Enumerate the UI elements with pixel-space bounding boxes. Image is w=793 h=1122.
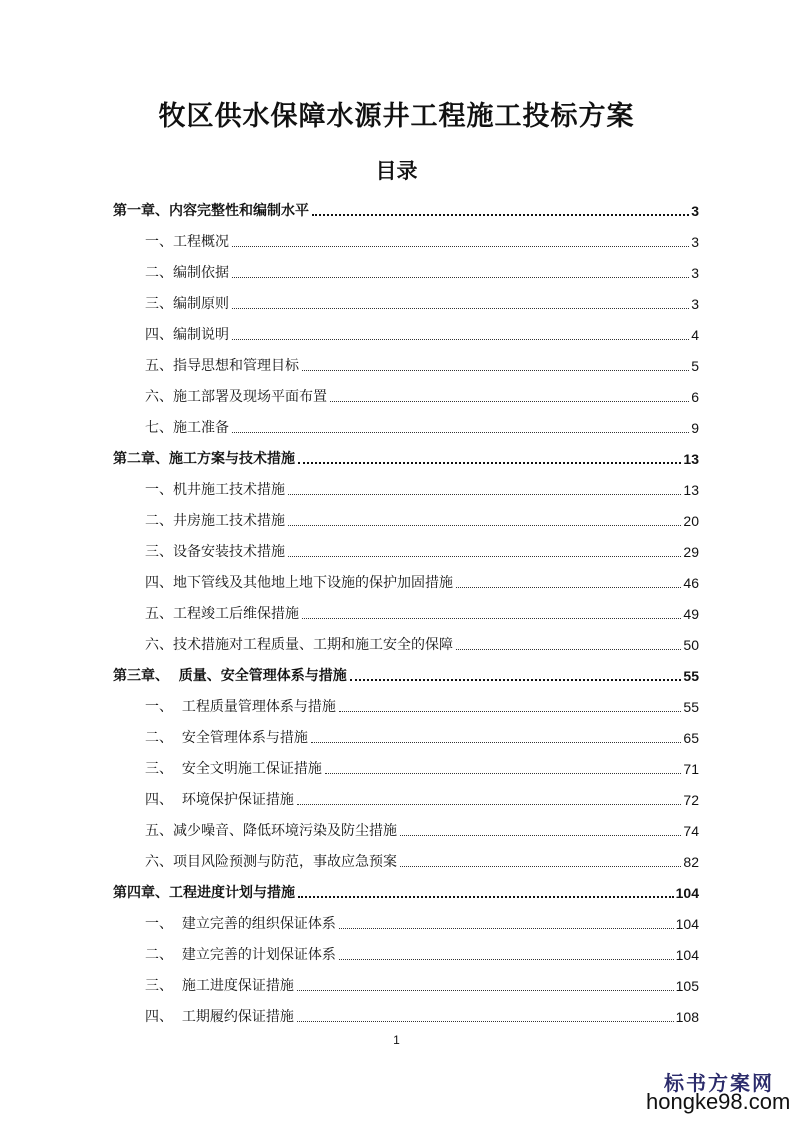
dot-leader [302,617,681,619]
dot-leader [298,461,681,464]
toc-entry-page: 6 [691,389,699,405]
dot-leader [232,276,689,278]
toc-entry-label: 第四章、工程进度计划与措施 [113,885,295,901]
dot-leader [232,338,689,340]
toc-entry-page: 3 [691,234,699,250]
toc-entry[interactable] [145,351,699,375]
toc-entry-page: 4 [691,327,699,343]
toc-entry[interactable] [145,320,699,344]
toc-entry-page: 29 [683,544,699,560]
dot-leader [339,958,674,960]
toc-entry[interactable] [145,289,699,313]
dot-leader [350,678,682,681]
toc-entry-label: 二、井房施工技术措施 [145,513,285,529]
toc-entry-page: 82 [683,854,699,870]
toc-entry-label: 四、编制说明 [145,327,229,343]
toc-entry-label: 三、 安全文明施工保证措施 [145,761,322,777]
dot-leader [297,1020,674,1022]
toc-entry-page: 104 [675,885,699,901]
toc-entry-page: 20 [683,513,699,529]
toc-entry[interactable] [145,785,699,809]
toc-entry-label: 六、项目风险预测与防范，事故应急预案 [145,854,397,870]
toc-entry[interactable] [145,630,699,654]
toc-entry-page: 13 [683,451,699,467]
dot-leader [302,369,689,371]
dot-leader [288,493,681,495]
toc-entry-label: 第一章、内容完整性和编制水平 [113,203,309,219]
toc-entry[interactable] [145,506,699,530]
toc-entry[interactable] [145,971,699,995]
dot-leader [297,803,682,805]
toc-entry[interactable] [145,537,699,561]
toc-entry-page: 55 [683,668,699,684]
toc-entry-label: 第二章、施工方案与技术措施 [113,451,295,467]
toc-entry-label: 一、工程概况 [145,234,229,250]
dot-leader [456,586,681,588]
toc-entry-page: 71 [683,761,699,777]
toc-entry-label: 三、设备安装技术措施 [145,544,285,560]
toc-entry-label: 第三章、 质量、安全管理体系与措施 [113,668,347,684]
dot-leader [232,245,689,247]
toc-entry[interactable] [145,692,699,716]
toc-heading: 目录 [375,159,418,183]
toc-entry-label: 一、机井施工技术措施 [145,482,285,498]
watermark-brand: 标书方案网 [664,1071,774,1095]
dot-leader [288,524,681,526]
toc-entry[interactable] [145,723,699,747]
toc-entry-label: 五、工程竣工后维保措施 [145,606,299,622]
document-title: 牧区供水保障水源井工程施工投标方案 [158,101,635,132]
dot-leader [312,213,689,216]
toc-entry-page: 72 [683,792,699,808]
toc-entry-page: 9 [691,420,699,436]
dot-leader [339,927,674,929]
toc-entry-page: 13 [683,482,699,498]
toc-entry[interactable] [145,258,699,282]
toc-entry-page: 5 [691,358,699,374]
dot-leader [456,648,681,650]
toc-entry[interactable] [145,227,699,251]
toc-entry-page: 104 [675,947,699,963]
toc-entry-page: 50 [683,637,699,653]
toc-entry-chapter-3[interactable] [113,661,699,685]
toc-entry-chapter-4[interactable] [113,878,699,902]
toc-entry-label: 六、技术措施对工程质量、工期和施工安全的保障 [145,637,453,653]
page-number: 1 [393,1033,400,1047]
toc-entry[interactable] [145,568,699,592]
toc-entry[interactable] [145,940,699,964]
toc-entry-label: 三、编制原则 [145,296,229,312]
toc-entry-label: 五、减少噪音、降低环境污染及防尘措施 [145,823,397,839]
toc-entry-label: 四、 工期履约保证措施 [145,1009,294,1025]
toc-entry-page: 3 [691,203,699,219]
dot-leader [311,741,682,743]
dot-leader [288,555,681,557]
toc-entry-page: 74 [683,823,699,839]
dot-leader [232,307,689,309]
toc-entry[interactable] [145,754,699,778]
toc-entry-label: 二、 建立完善的计划保证体系 [145,947,336,963]
toc-entry-label: 四、 环境保护保证措施 [145,792,294,808]
toc-entry-label: 三、 施工进度保证措施 [145,978,294,994]
toc-entry-label: 四、地下管线及其他地上地下设施的保护加固措施 [145,575,453,591]
toc-entry[interactable] [145,382,699,406]
dot-leader [298,895,674,898]
dot-leader [297,989,674,991]
toc-entry[interactable] [145,816,699,840]
toc-entry-label: 五、指导思想和管理目标 [145,358,299,374]
toc-entry-page: 65 [683,730,699,746]
dot-leader [330,400,689,402]
toc-entry-page: 55 [683,699,699,715]
toc-entry-label: 一、 建立完善的组织保证体系 [145,916,336,932]
dot-leader [339,710,682,712]
toc-entry-label: 二、编制依据 [145,265,229,281]
toc-entry-page: 104 [675,916,699,932]
dot-leader [400,865,681,867]
toc-entry[interactable] [145,847,699,871]
toc-entry[interactable] [145,1002,699,1026]
toc-entry-page: 3 [691,296,699,312]
toc-entry-page: 105 [675,978,699,994]
watermark-url: hongke98.com [646,1089,791,1114]
dot-leader [325,772,682,774]
toc-entry[interactable] [145,413,699,437]
toc-entry-label: 六、施工部署及现场平面布置 [145,389,327,405]
toc-entry-page: 49 [683,606,699,622]
toc-entry-page: 46 [683,575,699,591]
toc-entry[interactable] [145,599,699,623]
toc-entry-label: 七、施工准备 [145,420,229,436]
toc-entry[interactable] [145,909,699,933]
dot-leader [232,431,689,433]
toc-entry-chapter-2[interactable] [113,444,699,468]
toc-entry[interactable] [145,475,699,499]
toc-entry-label: 二、 安全管理体系与措施 [145,730,308,746]
toc-entry-label: 一、 工程质量管理体系与措施 [145,699,336,715]
toc-entry-page: 108 [675,1009,699,1025]
dot-leader [400,834,681,836]
toc-entry-chapter-1[interactable] [113,196,699,220]
toc-entry-page: 3 [691,265,699,281]
